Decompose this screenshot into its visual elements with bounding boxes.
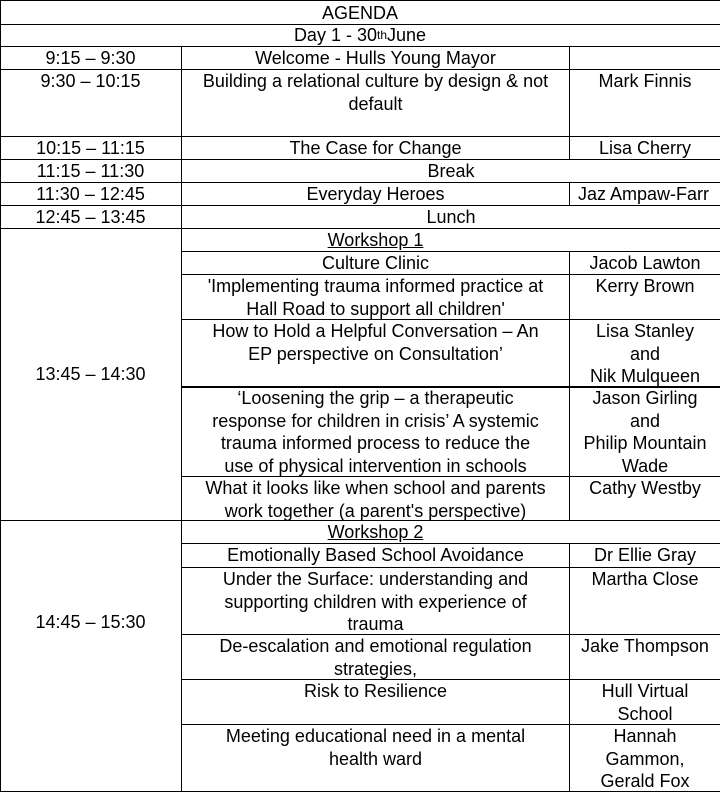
session-line: How to Hold a Helpful Conversation – An xyxy=(212,321,539,341)
rule xyxy=(0,182,720,183)
row-time: 11:30 – 12:45 xyxy=(36,184,145,204)
rule xyxy=(182,634,720,635)
rule xyxy=(0,520,720,521)
session-line: Under the Surface: understanding and xyxy=(222,569,529,589)
session-line: Meeting educational need in a mental xyxy=(225,726,526,746)
workshop-speaker: Jacob Lawton xyxy=(589,253,701,273)
speaker-line: Lisa Stanley xyxy=(595,321,695,341)
session-line: health ward xyxy=(328,748,423,769)
rule xyxy=(0,24,720,25)
session-line: trauma informed process to reduce the xyxy=(220,433,531,453)
speaker-line: Hannah xyxy=(613,726,677,746)
day-heading-suffix: June xyxy=(387,24,427,45)
speaker-line: Hull Virtual xyxy=(601,681,689,701)
workshop-session xyxy=(182,635,569,680)
row-speaker: Jaz Ampaw-Farr xyxy=(578,184,710,204)
row-speaker: Lisa Cherry xyxy=(598,138,692,158)
row-time: 12:45 – 13:45 xyxy=(35,207,146,227)
workshop-speaker: Jake Thompson xyxy=(581,636,709,656)
workshop-session xyxy=(182,320,569,365)
rule xyxy=(182,543,720,544)
speaker-line: Gerald Fox xyxy=(600,771,690,791)
rule xyxy=(182,567,720,568)
session-line: work together (a parent's perspective) xyxy=(224,500,527,521)
workshop-session: Emotionally Based School Avoidance xyxy=(227,545,524,565)
row-session: Everyday Heroes xyxy=(306,184,445,204)
workshop-speaker: Martha Close xyxy=(591,569,699,589)
row-session: Break xyxy=(427,161,475,181)
rule xyxy=(569,182,570,206)
session-line: ‘Loosening the grip – a therapeutic xyxy=(237,388,514,408)
workshop-session xyxy=(182,275,569,320)
speaker-line: Gammon, xyxy=(605,748,685,769)
row-session: The Case for Change xyxy=(289,138,462,158)
session-line: use of physical intervention in schools xyxy=(224,455,527,476)
rule xyxy=(0,791,720,792)
row-time: 9:15 – 9:30 xyxy=(45,48,136,68)
row-session xyxy=(182,70,569,115)
row-speaker: Mark Finnis xyxy=(598,71,692,91)
session-line: 'Implementing trauma informed practice at xyxy=(207,276,544,296)
row-time: 11:15 – 11:30 xyxy=(36,161,145,181)
rule xyxy=(0,46,720,47)
row-session: Lunch xyxy=(426,207,476,227)
session-line: What it looks like when school and parents xyxy=(205,478,546,498)
workshop-speaker xyxy=(570,725,720,793)
rule xyxy=(0,228,720,229)
rule xyxy=(569,251,570,521)
rule xyxy=(182,679,720,680)
session-line: strategies, xyxy=(333,658,418,679)
speaker-line: Jason Girling xyxy=(592,388,698,408)
rule xyxy=(182,319,720,320)
rule xyxy=(0,0,1,792)
workshop-session xyxy=(182,477,569,522)
workshop-speaker xyxy=(570,387,720,477)
agenda-title: AGENDA xyxy=(321,2,399,23)
speaker-line: Nik Mulqueen xyxy=(589,366,701,386)
session-line: EP perspective on Consultation’ xyxy=(248,343,503,364)
workshop-title xyxy=(182,229,569,252)
workshop-speaker: Kerry Brown xyxy=(595,276,695,296)
rule xyxy=(182,386,720,388)
session-line: default xyxy=(348,93,403,114)
speaker-line: and xyxy=(629,410,661,431)
rule xyxy=(569,543,570,792)
session-line: Building a relational culture by design & not xyxy=(202,71,549,91)
rule xyxy=(0,205,720,206)
workshop-session: Culture Clinic xyxy=(321,253,430,273)
workshop-session: Risk to Resilience xyxy=(303,681,448,701)
workshop-speaker xyxy=(570,320,720,388)
workshop-time: 14:45 – 15:30 xyxy=(35,611,146,632)
rule xyxy=(0,69,720,70)
workshop-title-text: Workshop 1 xyxy=(327,230,424,250)
workshop-speaker xyxy=(570,680,720,725)
session-line: De-escalation and emotional regulation xyxy=(219,636,532,656)
session-line: supporting children with experience of xyxy=(224,591,527,612)
rule xyxy=(182,724,720,725)
workshop-title xyxy=(182,521,569,544)
session-line: response for children in crisis’ A systemic xyxy=(212,410,539,431)
day-heading-prefix: Day 1 - 30 xyxy=(293,24,377,45)
rule xyxy=(182,274,720,275)
row-time: 9:30 – 10:15 xyxy=(40,71,141,91)
workshop-speaker: Cathy Westby xyxy=(589,478,701,498)
speaker-line: and xyxy=(629,343,661,364)
row-time: 10:15 – 11:15 xyxy=(36,138,145,158)
speaker-line: Wade xyxy=(621,455,669,476)
rule xyxy=(0,136,720,137)
workshop-title-text: Workshop 2 xyxy=(327,522,424,542)
day-heading: Day 1 - 30 th June xyxy=(293,24,427,45)
rule xyxy=(182,251,720,252)
rule xyxy=(182,476,720,477)
workshop-time: 13:45 – 14:30 xyxy=(35,363,146,384)
workshop-session xyxy=(182,387,569,477)
rule xyxy=(0,159,720,160)
workshop-session xyxy=(182,725,569,770)
workshop-speaker: Dr Ellie Gray xyxy=(593,545,696,565)
rule xyxy=(181,46,182,792)
rule xyxy=(569,46,570,160)
rule xyxy=(0,0,720,1)
row-session: Welcome - Hulls Young Mayor xyxy=(255,48,496,68)
session-line: trauma xyxy=(347,614,404,634)
workshop-session xyxy=(182,568,569,636)
session-line: Hall Road to support all children' xyxy=(246,298,505,319)
speaker-line: Philip Mountain xyxy=(583,433,707,453)
speaker-line: School xyxy=(617,703,673,724)
